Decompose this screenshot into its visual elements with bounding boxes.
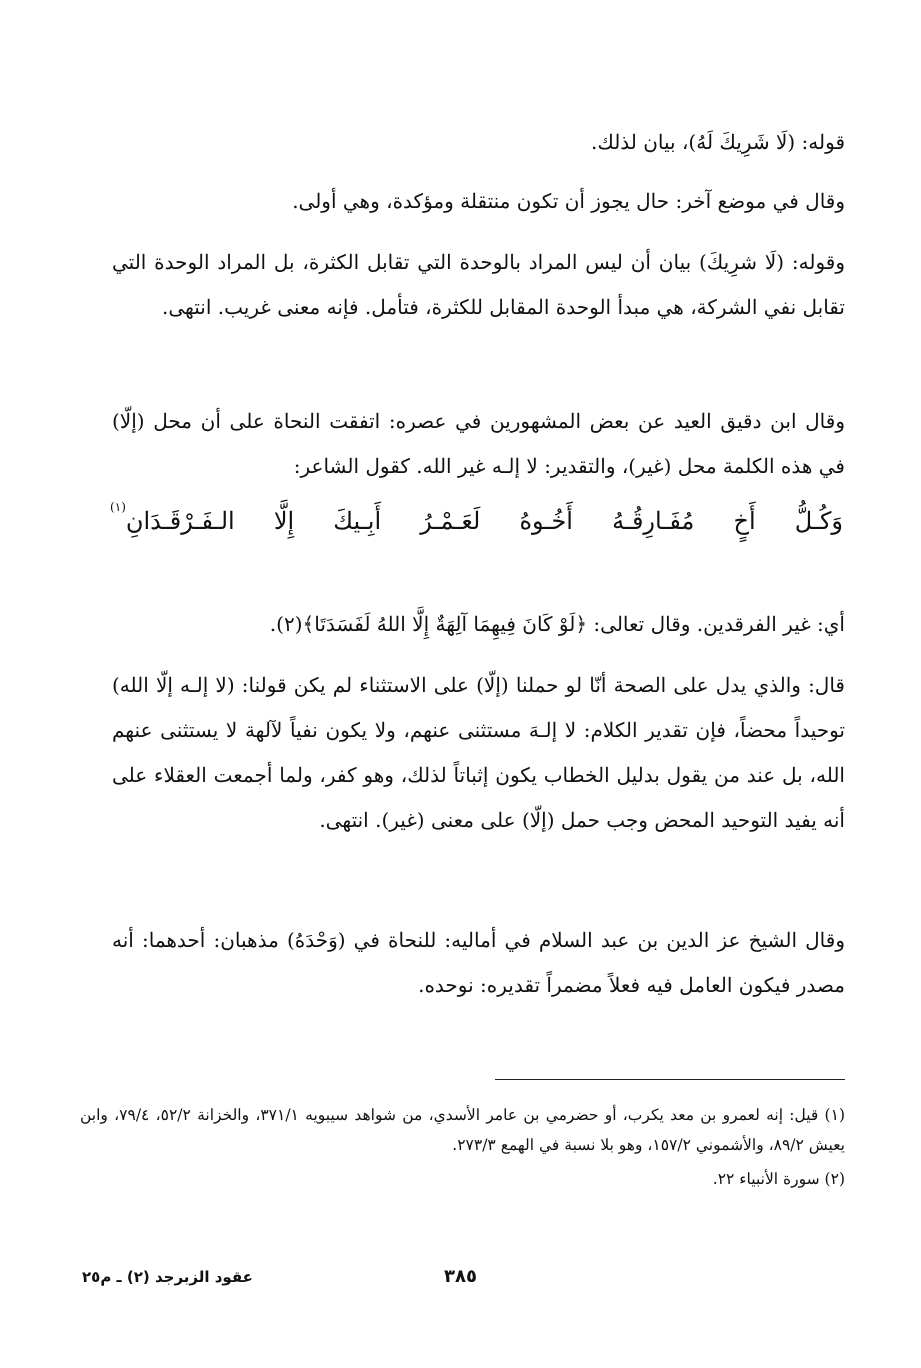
paragraph-qal <box>112 663 845 843</box>
paragraph-text: وقوله: (لَا شرِيكَ) بيان أن ليس المراد بالوحدة التي تقابل الكثرة، بل المراد الوحدة التي تقابل نفي الشركة، هي مبدأ الوحدة المقابل للكثرة، فتأمل. فإنه معنى غريب. انتهى. <box>112 250 845 319</box>
footnotes <box>80 1100 845 1198</box>
verse-word: أَبِـيكَ <box>333 507 382 535</box>
paragraph-3 <box>112 240 845 330</box>
verse-word: وَكُـلُّ <box>794 507 843 535</box>
footnote-2: (٢) سورة الأنبياء ٢٢. <box>712 1170 845 1188</box>
paragraph-text: أي: غير الفرقدين. وقال تعالى: ﴿لَوْ كَانَ فِيهِمَا آلِهَةٌ إِلَّا اللهُ لَفَسَدَتَا﴾(٢). <box>269 612 845 636</box>
paragraph-4 <box>112 399 845 489</box>
page-number: ٣٨٥ <box>444 1266 477 1287</box>
paragraph-text: وقال ابن دقيق العيد عن بعض المشهورين في عصره: اتفقت النحاة على أن محل (إلّا) في هذه الكلمة محل (غير)، والتقدير: لا إلـه غير الله. كقول الشاعر: <box>112 409 845 478</box>
paragraph-quran <box>112 602 845 647</box>
poetry-verse <box>108 496 843 550</box>
footnote-divider <box>495 1079 845 1080</box>
verse-word: لَعَـمْـرُ <box>420 507 481 535</box>
paragraph-text: قال: والذي يدل على الصحة أنّا لو حملنا (إلّا) على الاستثناء لم يكن قولنا: (لا إلـه إلّا الله) توحيداً محضاً، فإن تقدير الكلام: لا إلـهَ مستثنى عنهم، ولا يكون نفياً لآلهة لا يستثنى عنهم الله، بل عند من يقول بدليل الخطاب يكون إثباتاً لذلك، وهو كفر، ولما أجمعت العقلاء على أنه يفيد التوحيد المحض وجب حمل (إلّا) على معنى (غير). انتهى. <box>112 673 846 832</box>
verse-word: إِلَّا <box>273 507 295 535</box>
paragraph-izz <box>112 918 845 1008</box>
verse-word: مُفَـارِقُـهُ <box>612 507 695 535</box>
book-reference: عقود الزبرجد (٢) ـ م٢٥ <box>82 1268 253 1286</box>
verse-word: أَخٍ <box>733 507 756 535</box>
paragraph-1 <box>112 120 845 165</box>
footnote-marker: (١) <box>110 500 126 514</box>
paragraph-text: وقال الشيخ عز الدين بن عبد السلام في أماليه: للنحاة في (وَحْدَهُ) مذهبان: أحدهما: أنه مصدر فيكون العامل فيه فعلاً مضمراً تقديره: نوحده. <box>112 928 845 997</box>
verse-word: الـفَـرْقَـدَانِ <box>125 507 235 535</box>
paragraph-text: وقال في موضع آخر: حال يجوز أن تكون منتقلة ومؤكدة، وهي أولى. <box>292 189 845 213</box>
paragraph-2 <box>112 179 845 224</box>
footnote-1: (١) قيل: إنه لعمرو بن معد يكرب، أو حضرمي بن عامر الأسدي، من شواهد سيبويه ٣٧١/١، والخزانة ٥٢/٢، ٧٩/٤، وابن يعيش ٨٩/٢، والأشموني ١٥٧/٢، وهو بلا نسبة في الهمع ٢٧٣/٣. <box>80 1106 845 1154</box>
verse-last-word <box>108 496 235 550</box>
paragraph-text: قوله: (لَا شَرِيكَ لَهُ)، بيان لذلك. <box>590 130 845 154</box>
verse-word: أَخُـوهُ <box>519 507 573 535</box>
